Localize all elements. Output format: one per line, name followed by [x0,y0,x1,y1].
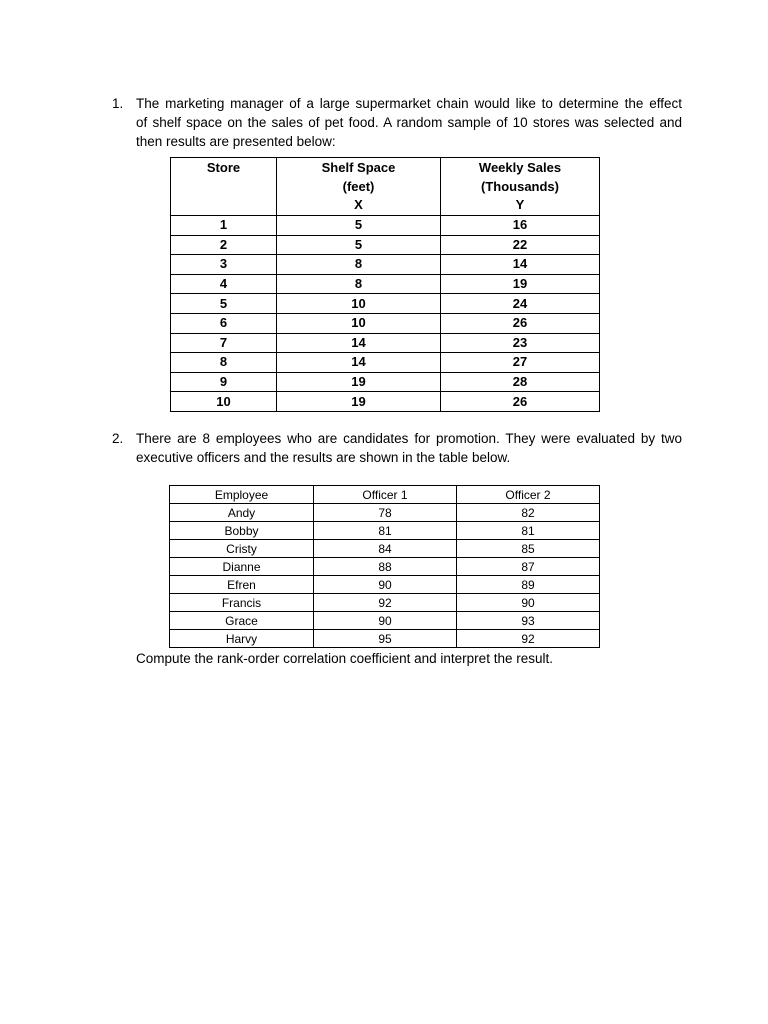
table-cell: 82 [457,504,600,522]
table-cell: 27 [441,353,600,373]
table-cell: 5 [277,235,441,255]
question-2-line: There are 8 employees who are candidates for promotion. They were evaluated by two [136,431,682,446]
table-cell: 95 [314,630,457,648]
question-2-number: 2. [112,431,124,446]
instruction-text: Compute the rank-order correlation coefficient and interpret the result. [136,651,553,666]
table-row [171,235,600,255]
header-line: Weekly Sales [478,160,562,175]
table-row [171,313,600,333]
table-cell: 28 [441,372,600,392]
table-header-row [170,486,600,504]
table-row [170,576,600,594]
table-cell: 90 [314,612,457,630]
table-row [171,216,600,236]
table-cell: 5 [171,294,277,314]
table-row [170,612,600,630]
question-2-text [136,429,682,467]
table-cell: 19 [441,274,600,294]
table-row [171,294,600,314]
header-line: (Thousands) [481,178,559,194]
table-cell: 81 [314,522,457,540]
header-line: Store [206,160,241,175]
table-cell: 2 [171,235,277,255]
table-body [171,216,600,412]
table-row [171,255,600,275]
table-cell: 10 [277,313,441,333]
table-cell: 9 [171,372,277,392]
question-2 [112,429,682,467]
table-cell: 14 [441,255,600,275]
table-cell: Harvy [170,630,314,648]
header-officer-1: Officer 1 [314,486,457,504]
table-cell: 23 [441,333,600,353]
table-cell: 3 [171,255,277,275]
table-cell: 85 [457,540,600,558]
table-cell: 4 [171,274,277,294]
table-cell: 84 [314,540,457,558]
table-header-row [171,158,600,216]
table-cell: 92 [457,630,600,648]
question-1-number: 1. [112,96,124,111]
table-cell: 78 [314,504,457,522]
table-cell: 7 [171,333,277,353]
table-body [170,504,600,648]
question-1-text [136,94,682,151]
table-cell: Andy [170,504,314,522]
table-cell: 87 [457,558,600,576]
header-line: X [354,197,363,212]
employee-ratings-table [169,485,600,648]
question-2-line: executive officers and the results are shown in the table below. [136,450,511,465]
table-row [170,504,600,522]
table-cell: 6 [171,313,277,333]
table-row [170,540,600,558]
table-cell: 89 [457,576,600,594]
table-row [170,522,600,540]
table-cell: Dianne [170,558,314,576]
table-cell: 81 [457,522,600,540]
table-cell: 88 [314,558,457,576]
shelf-space-sales-table [170,157,600,412]
header-line: (feet) [342,178,375,194]
header-store [171,158,277,216]
header-line: Shelf Space [321,160,396,175]
table-cell: 8 [277,255,441,275]
table-cell: 90 [314,576,457,594]
table-cell: Grace [170,612,314,630]
header-shelf-space [277,158,441,216]
table-row [171,353,600,373]
table-cell: Bobby [170,522,314,540]
table-cell: 10 [171,392,277,412]
table-cell: 1 [171,216,277,236]
table-cell: 14 [277,353,441,373]
table-cell: Cristy [170,540,314,558]
question-1-line: of shelf space on the sales of pet food. A random sample of 10 stores was selected and [136,115,682,130]
table-cell: Francis [170,594,314,612]
table-row [171,274,600,294]
header-officer-2: Officer 2 [457,486,600,504]
table-cell: 14 [277,333,441,353]
table-cell: Efren [170,576,314,594]
table-cell: 16 [441,216,600,236]
header-weekly-sales [441,158,600,216]
question-1-line: The marketing manager of a large supermarket chain would like to determine the effect [136,96,682,111]
table-cell: 26 [441,392,600,412]
table-cell: 19 [277,372,441,392]
table-cell: 10 [277,294,441,314]
table-row [170,630,600,648]
header-line: Y [515,197,525,212]
table-row [171,333,600,353]
table-row [170,594,600,612]
table-cell: 92 [314,594,457,612]
table-cell: 26 [441,313,600,333]
header-employee: Employee [170,486,314,504]
table-cell: 8 [171,353,277,373]
table-cell: 24 [441,294,600,314]
table-cell: 93 [457,612,600,630]
table-cell: 19 [277,392,441,412]
question-1-line: then results are presented below: [136,134,336,149]
table-cell: 5 [277,216,441,236]
table-row [171,372,600,392]
table-cell: 8 [277,274,441,294]
table-cell: 22 [441,235,600,255]
table-cell: 90 [457,594,600,612]
table-row [170,558,600,576]
table-row [171,392,600,412]
question-1 [112,94,682,151]
